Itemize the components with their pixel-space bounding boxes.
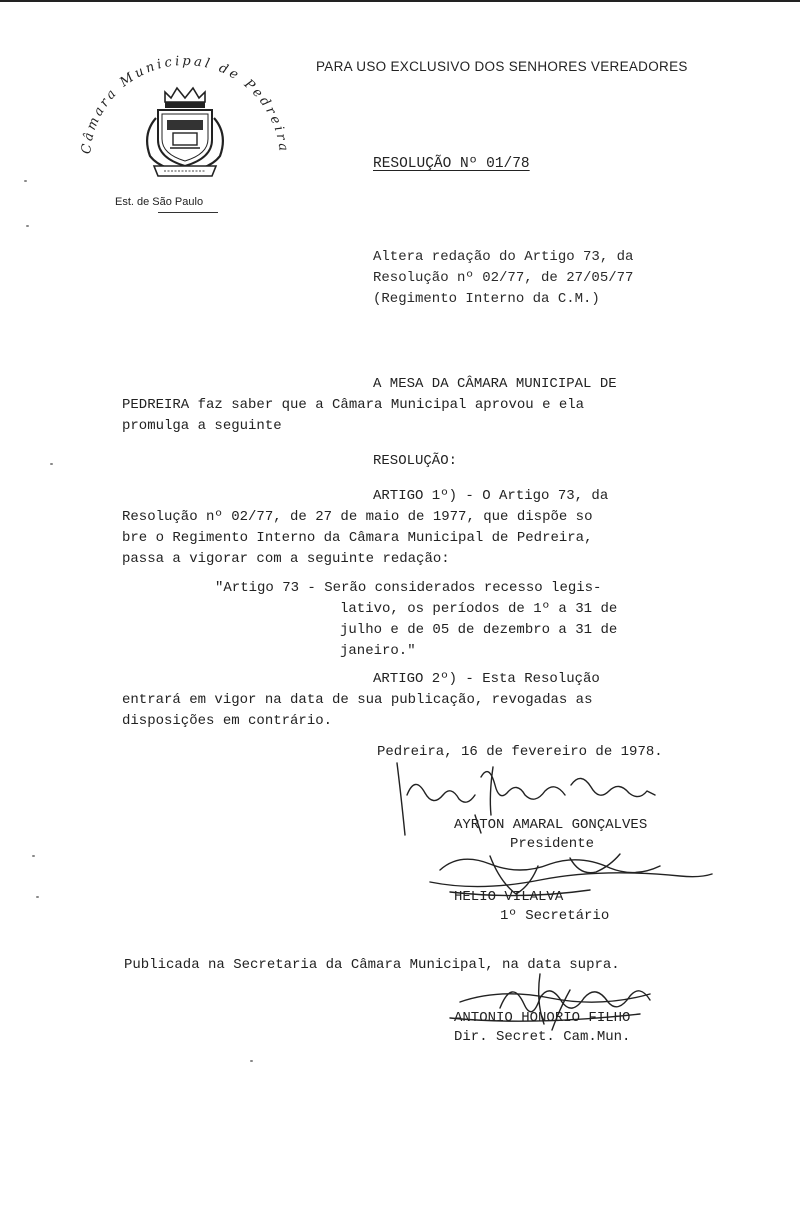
resolution-title: RESOLUÇÃO Nº 01/78 [373, 156, 530, 172]
quote-line: lativo, os períodos de 1º a 31 de [340, 601, 618, 617]
artigo1-line: passa a vigorar com a seguinte redação: [122, 551, 450, 567]
signatory-name: HELIO VILALVA [454, 889, 564, 905]
artigo2-line: disposições em contrário. [122, 713, 333, 729]
quote-line: julho e de 05 de dezembro a 31 de [340, 622, 618, 638]
signatory-role: Presidente [510, 836, 595, 852]
artigo1-line: bre o Regimento Interno da Câmara Municipal de Pedreira, [122, 530, 593, 546]
municipal-seal [70, 40, 300, 200]
artigo2-line: ARTIGO 2º) - Esta Resolução [373, 671, 600, 687]
date-line: Pedreira, 16 de fevereiro de 1978. [377, 744, 663, 760]
resolucao-label: RESOLUÇÃO: [373, 453, 458, 469]
summary-line: Resolução nº 02/77, de 27/05/77 [373, 270, 634, 286]
signatory-role: Dir. Secret. Cam.Mun. [454, 1029, 631, 1045]
publication-note: Publicada na Secretaria da Câmara Municipal, na data supra. [124, 957, 620, 973]
intro-line: A MESA DA CÂMARA MUNICIPAL DE [373, 376, 617, 392]
summary-line: (Regimento Interno da C.M.) [373, 291, 600, 307]
seal-arc-text: Câmara Municipal de Pedreira [79, 53, 291, 155]
quote-line: "Artigo 73 - Serão considerados recesso legis- [215, 580, 602, 596]
scan-speck [50, 463, 53, 465]
seal-state-label: Est. de São Paulo [115, 196, 204, 208]
signatory-role: 1º Secretário [500, 908, 610, 924]
intro-line: promulga a seguinte [122, 418, 282, 434]
signatory-name: AYRTON AMARAL GONÇALVES [454, 817, 648, 833]
resolution-summary [373, 247, 633, 310]
intro-line: PEDREIRA faz saber que a Câmara Municipal aprovou e ela [122, 397, 585, 413]
scan-speck [26, 225, 29, 227]
top-border [0, 0, 800, 2]
summary-line: Altera redação do Artigo 73, da [373, 249, 634, 265]
exclusive-use-header: PARA USO EXCLUSIVO DOS SENHORES VEREADORES [316, 59, 688, 74]
signatory-name: ANTONIO HONORIO FILHO [454, 1010, 631, 1026]
quote-line: janeiro." [340, 643, 416, 659]
artigo2-line: entrará em vigor na data de sua publicação, revogadas as [122, 692, 593, 708]
scan-speck [24, 180, 27, 182]
scan-speck [250, 1060, 253, 1062]
artigo1-line: ARTIGO 1º) - O Artigo 73, da [373, 488, 609, 504]
scan-speck [36, 896, 39, 898]
scan-speck [32, 855, 35, 857]
artigo1-line: Resolução nº 02/77, de 27 de maio de 1977, que dispõe so [122, 509, 593, 525]
seal-state-underline [158, 212, 218, 213]
